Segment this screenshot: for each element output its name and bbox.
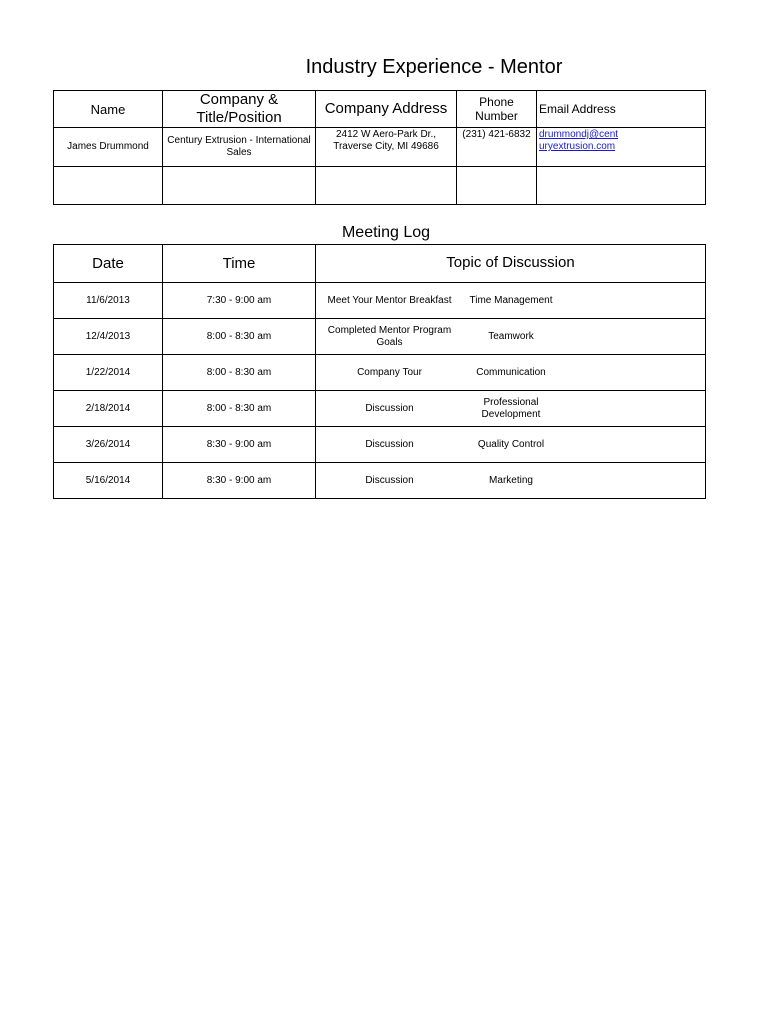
log-event: Discussion [365, 438, 414, 450]
log-event: Company Tour [357, 366, 422, 378]
log-date: 1/22/2014 [54, 355, 163, 391]
page-title: Industry Experience - Mentor [305, 56, 563, 78]
header-company: Company & Title/Position [163, 91, 316, 128]
log-time: 8:00 - 8:30 am [163, 355, 316, 391]
empty-cell [316, 167, 457, 205]
mentor-table-header-row [54, 91, 706, 128]
log-row [54, 355, 706, 391]
log-event: Discussion [365, 402, 414, 414]
log-time: 8:00 - 8:30 am [163, 391, 316, 427]
log-time: 8:30 - 9:00 am [163, 463, 316, 499]
header-address: Company Address [316, 91, 457, 128]
log-time: 8:00 - 8:30 am [163, 319, 316, 355]
empty-cell [457, 167, 537, 205]
log-date: 5/16/2014 [54, 463, 163, 499]
empty-cell [537, 167, 706, 205]
log-topic: Communication [476, 366, 546, 378]
log-row [54, 463, 706, 499]
log-topic-cell [316, 391, 706, 427]
empty-row [54, 167, 706, 205]
mentor-row [54, 128, 706, 167]
log-time: 7:30 - 9:00 am [163, 283, 316, 319]
header-name: Name [54, 91, 163, 128]
log-event: Discussion [365, 474, 414, 486]
log-date: 3/26/2014 [54, 427, 163, 463]
log-row [54, 391, 706, 427]
mentor-phone: (231) 421-6832 [457, 128, 537, 167]
header-date: Date [54, 245, 163, 283]
log-time: 8:30 - 9:00 am [163, 427, 316, 463]
header-topic: Topic of Discussion [316, 245, 706, 283]
log-topic-cell [316, 283, 706, 319]
mentor-email-cell [537, 128, 706, 167]
log-date: 12/4/2013 [54, 319, 163, 355]
log-event: Completed Mentor Program Goals [327, 324, 452, 348]
log-topic-cell [316, 319, 706, 355]
log-header-row [54, 245, 706, 283]
meeting-log-title: Meeting Log [341, 224, 431, 241]
log-topic: Quality Control [477, 438, 545, 450]
log-event: Meet Your Mentor Breakfast [327, 294, 452, 306]
log-topic: Teamwork [488, 330, 534, 342]
log-row [54, 283, 706, 319]
log-topic-cell [316, 355, 706, 391]
log-row [54, 319, 706, 355]
meeting-log-table [53, 244, 706, 499]
log-topic: Professional Development [481, 396, 541, 420]
mentor-email-link[interactable]: drummondj@centuryextrusion.com [539, 129, 619, 152]
log-topic-cell [316, 427, 706, 463]
mentor-info-table [53, 90, 706, 205]
header-email: Email Address [537, 91, 706, 128]
empty-cell [163, 167, 316, 205]
log-topic: Time Management [469, 294, 553, 306]
mentor-address: 2412 W Aero-Park Dr., Traverse City, MI 49686 [316, 128, 457, 167]
log-topic: Marketing [489, 474, 533, 486]
mentor-company: Century Extrusion - International Sales [163, 128, 316, 167]
log-date: 2/18/2014 [54, 391, 163, 427]
empty-cell [54, 167, 163, 205]
header-time: Time [163, 245, 316, 283]
log-row [54, 427, 706, 463]
header-phone: Phone Number [457, 91, 537, 128]
log-topic-cell [316, 463, 706, 499]
mentor-name: James Drummond [54, 128, 163, 167]
log-date: 11/6/2013 [54, 283, 163, 319]
